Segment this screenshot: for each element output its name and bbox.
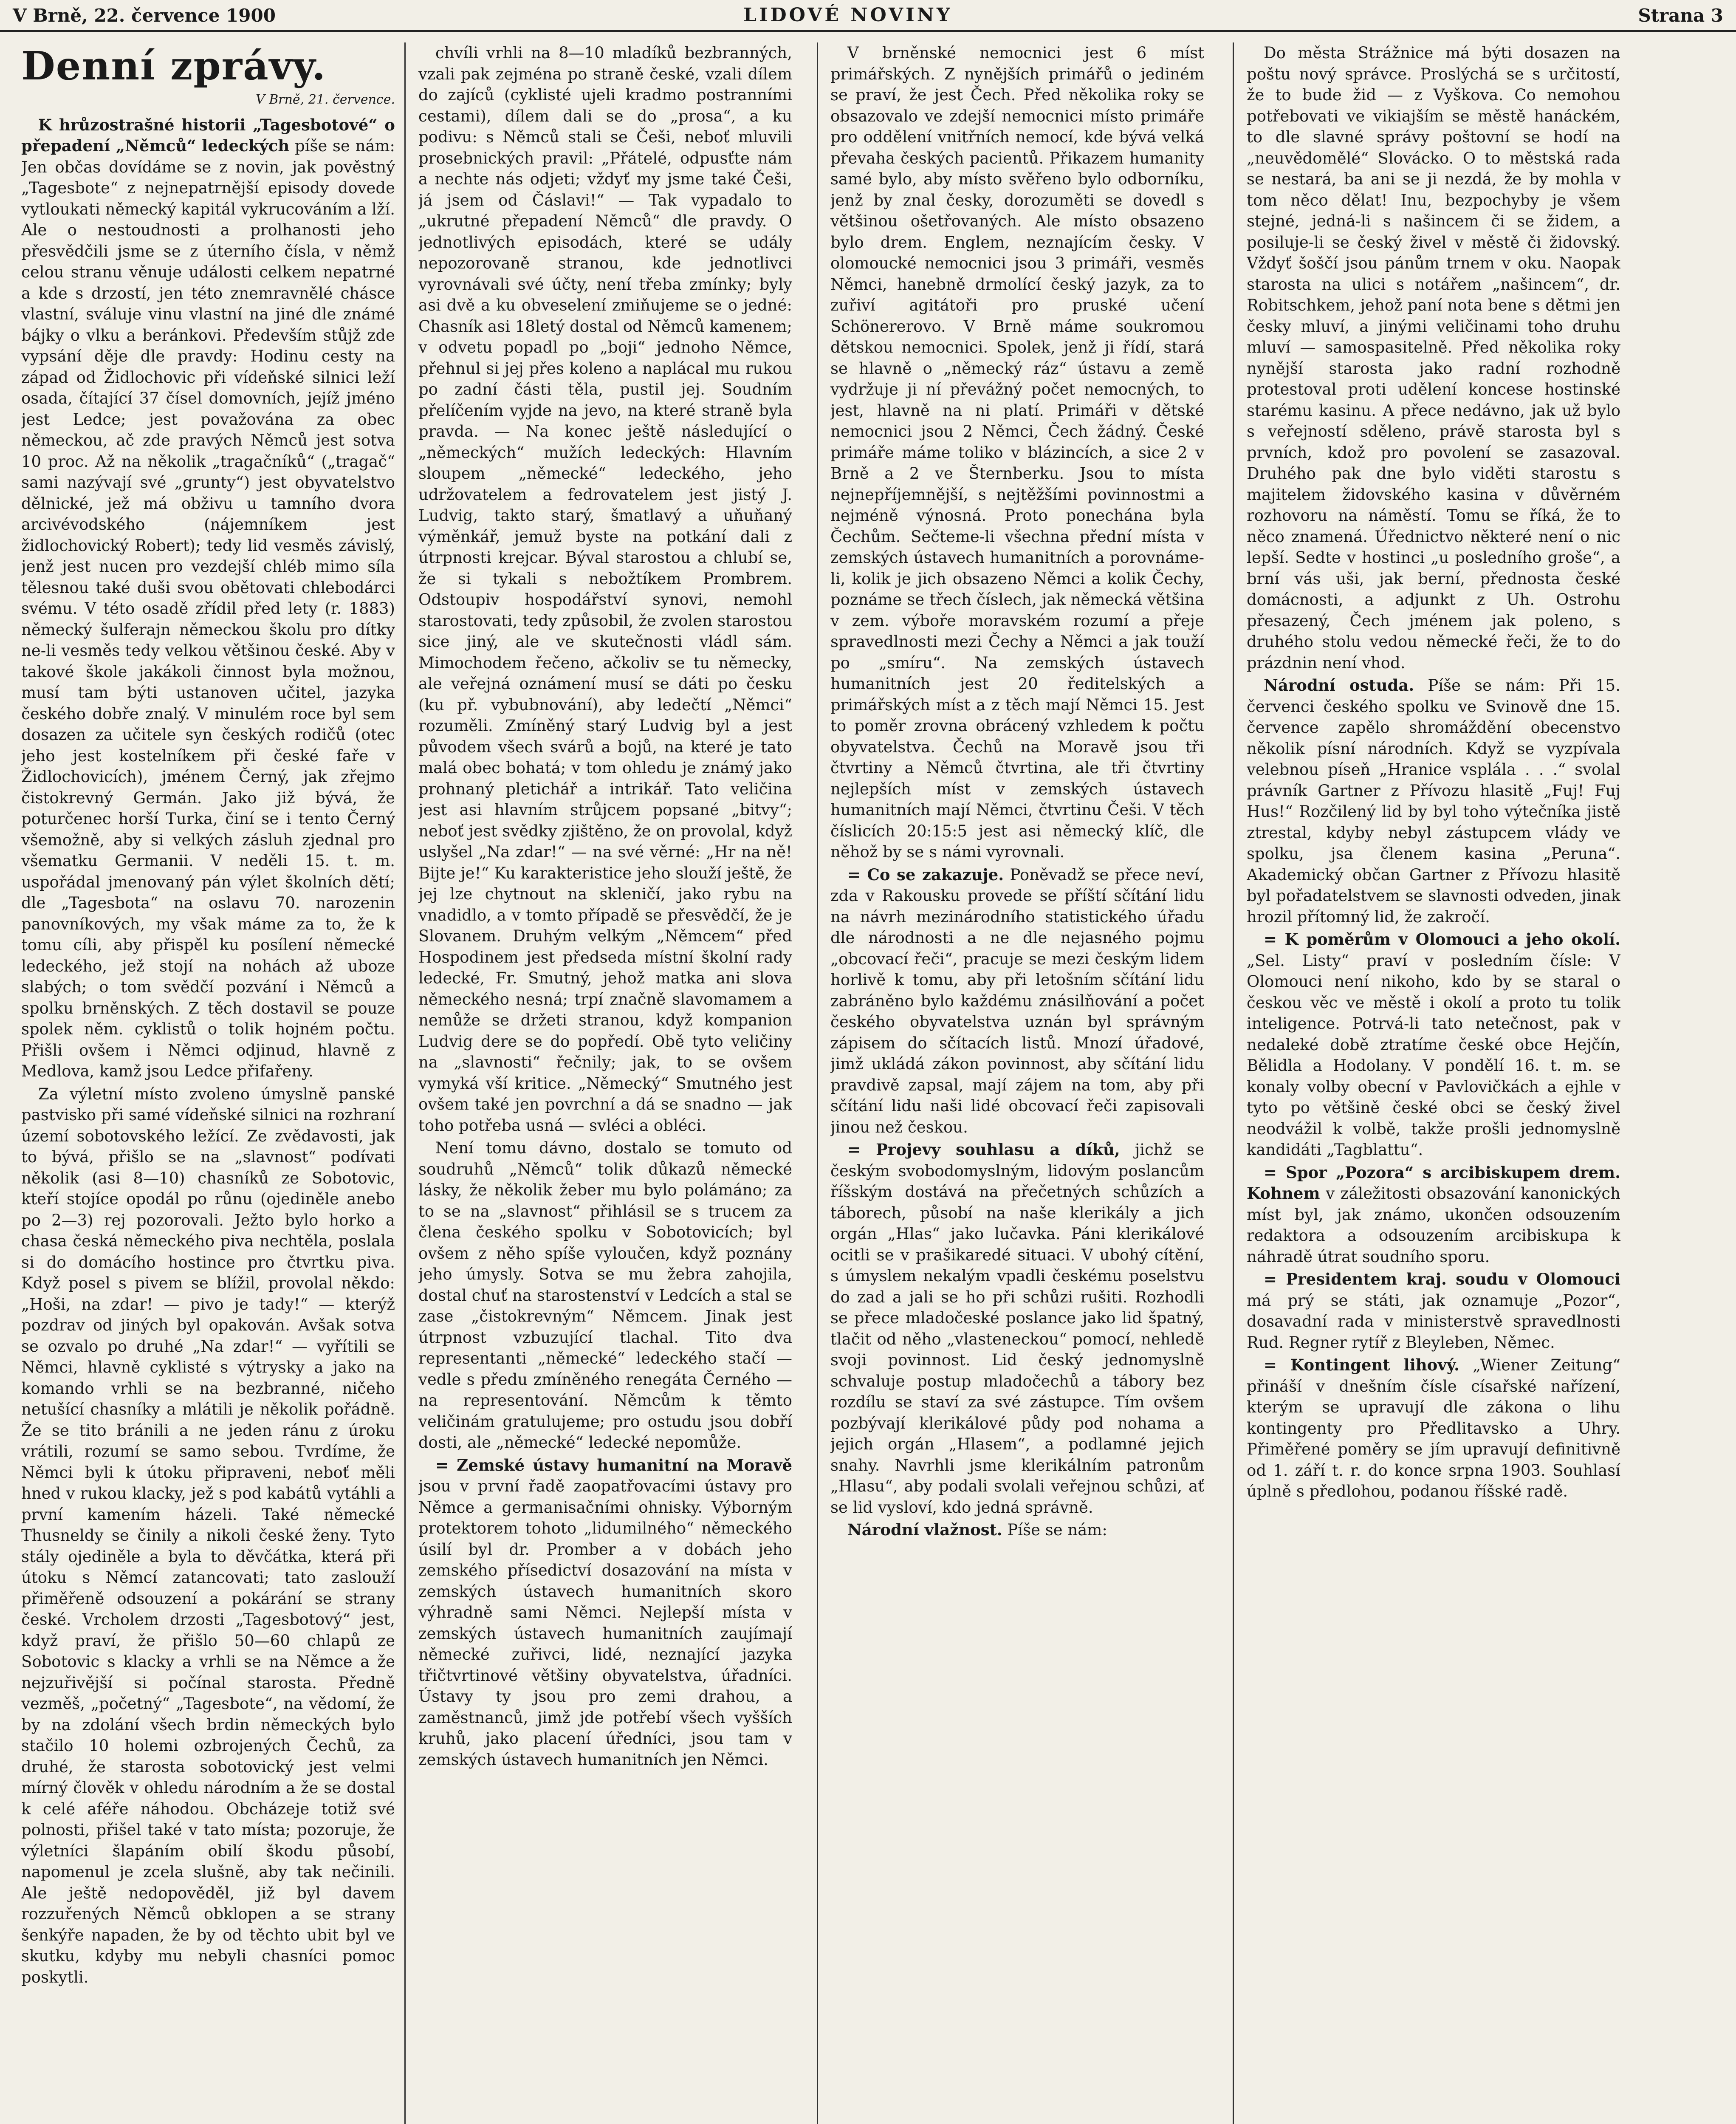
article-paragraph <box>1247 42 1620 673</box>
article-text: Za výletní místo zvoleno úmyslně panské pastvisko při samé vídeňské silnici na rozhraní území sobotovského ležící. Ze zvědavosti, jak to bývá, přišlo se na „slavnost“ podívati několik (asi 8—10) chasníků ze Sobotovic, kteří stojíce opodál po růnu (ojediněle anebo po 2—3) rej pozorovali. Ježto bylo horko a chasa česká německého piva nechtěla, poslala si do domácího hostince pro čtvrtku piva. Když posel s pivem se blížil, provolal někdo: „Hoši, na zdar! — pivo je tady!“ — kterýž pozdrav od jiných byl opakován. Avšak sotva se ozvalo po druhé „Na zdar!“ — vyřítili se Němci, hlavně cyklisté s výtrysky a jako na komando vrhli se na bezbranné, ničeho netušící chasníky a mlátili je několik pořádně. Že se tito bránili a ne jeden ránu z úroku vrátili, rozumí se samo sebou. Tvrdíme, že Němci byli k útoku připraveni, neboť měli hned v rukou klacky, jež s pod kabátů vytáhli a první kamením házeli. Také německé Thusneldy se činily a nikoli české ženy. Tyto stály ojediněle a byla to děvčátka, která při útoku s Němcí zatancovati; tato zaslouží přiměřeně odsouzení a pokárání se strany české. Vrcholem drzosti „Tagesbotový“ jest, když praví, že přišlo 50—60 chlapů ze Sobotovic s klacky a vrhli se na Němce a že nejzuřivější si počínal starosta. Předně vezměš, „početný“ „Tagesbote“, na vědomí, že by na zdolání všech brdin německých bylo stačilo 10 holemi ozbrojených Čechů, za druhé, že starosta sobotovický jest velmi mírný člověk v ohledu národním a že se dostal k celé aféře náhodou. Obcházeje totiž své polnosti, přišel také v tato místa; pozoruje, že výletníci šlapáním obilí škodu působí, napomenul je zcela slušně, aby tak nečinili. Ale ještě nedopověděl, již byl davem rozzuřených Němců obklopen a se strany šenkýře napaden, že by od těchto ubit byl ve skutku, kdyby mu nebyli chasníci pomoc poskytli. <box>21 1085 395 1986</box>
article-text: má prý se státi, jak oznamuje „Pozor“, dosavadní rada v ministerstvě spravedlnosti Rud. Regner rytíř z Bleyleben, Němec. <box>1247 1291 1620 1352</box>
article-paragraph <box>1247 1269 1620 1353</box>
article-headline: = Projevy souhlasu a díků, <box>847 1140 1120 1159</box>
article-paragraph <box>830 42 1204 863</box>
article-text: Do města Strážnice má býti dosazen na poštu nový správce. Proslýchá se s určitostí, že to bude žid — z Vyškova. Co nemohou potřebovati ve vikiajším se městě hanáckém, to dle slavné správy poštovní se hodí na „neuvědomělé“ Slovácko. O to městská rada se nestará, ba ani se ji nezdá, že by mohla v tom něco dělat! Inu, bezpochyby je všem stejné, jedná-li s našincem či se židem, a posiluje-li se český živel v městě či židovský. Vždyť šoščí jsou pánům trnem v oku. Naopak starosta na ulici s notářem „našincem“, dr. Robitschkem, jehož paní nota bene s dětmi jen česky mluví, a jinými veličinami toho druhu mluví — samospasitelně. Před několika roky nynější starosta jako radní rozhodně protestoval proti udělení koncese hostinské starému kasinu. A přece nedávno, jak už bylo s veřejností sděleno, právě starosta byl s prvních, kdož pro povolení se zasazoval. Druhého pak dne bylo viděti starostu s majitelem židovského kasina v důvěrném rozhovoru na náměstí. Tomu se říká, že to něco znamená. Úřednictvo některé není o nic lepší. Sedte v hostinci „u posledního groše“, a brní vás uši, jak berní, přednosta české domácnosti, a adjunkt z Uh. Ostrohu přesazený, Čech jménem jak poleno, s druhého stolu vedou německé řeči, že to do prázdnin není vhod. <box>1247 44 1620 672</box>
page-number: Strana 3 <box>1638 5 1723 26</box>
article-headline: = Zemské ústavy humanitní na Moravě <box>435 1455 792 1474</box>
article-text: Píše se nám: <box>1007 1521 1107 1539</box>
masthead <box>0 0 1736 32</box>
column-rule <box>817 42 818 2124</box>
dateline: V Brně, 21. července. <box>256 92 395 107</box>
article-text: píše se nám: Jen občas dovídáme se z novin, jak pověstný „Tagesbote“ z nejnepatrnější episody dovede vytloukati německý kapitál vykrucováním a lží. Ale o nestoudnosti a prolhanosti jeho přesvědčili jsme se z úterního čísla, v němž celou stranu věnuje události celkem nepatrné a kde s drzostí, jen této znemravnělé chásce vlastní, sváluje vinu vlastní na jiné dle známé bájky o vlku a beránkovi. Především stůjž zde vypsání děje dle pravdy: Hodinu cesty na západ od Židlochovic při vídeňské silnici leží osada, čítající 37 čísel domovních, jejíž jméno jest Ledce; jest považována za obec německou, ač zde pravých Němců jest sotva 10 proc. Až na několik „tragačníků“ („tragač“ sami nazývají své „grunty“) jest obyvatelstvo dělnické, jež má obživu u tamního dvora arcivévodského (nájemníkem jest židlochovický Robert); tedy lid vesměs závislý, jenž jest nucen pro vezdejší chléb mimo síla tělesnou také duši svou obětovati chlebodárci svému. V této osadě zřídil před lety (r. 1883) německý šulferajn německou školu pro dítky ne-li vesměs tedy velkou většinou české. Aby v takové škole jakákoli činnost byla možnou, musí tam býti ustanoven učitel, jazyka českého dobře znalý. V minulém roce byl sem dosazen za učitele syn českých rodičů (otec jeho jest kostelníkem při české faře v Židlochovicích), jménem Černý, jak zřejmo čistokrevný Germán. Jako již bývá, že poturčenec horší Turka, činí se i tento Černý všemožně, aby si velkých zásluh zjednal pro všematku Germanii. V neděli 15. t. m. uspořádal jmenovaný pán výlet školních dětí; dle „Tagesbota“ na oslavu 70. narozenin panovníkových, my však máme za to, že k tomu cíli, aby přispěl ku posílení německé ledeckého, jež stojí na nohách až uboze slabých; o tom svědčí pozvání i Němců a spolku brněnských. Z těch dostavil se pouze spolek něm. cyklistů o tolik hojném počtu. Přišli ovšem i Němci odjinud, hlavně z Medlova, kamž jsou Ledce přifařeny. <box>21 137 395 1080</box>
article-paragraph <box>418 1138 792 1453</box>
article-text: chvíli vrhli na 8—10 mladíků bezbranných, vzali pak zejména po straně české, vzali dílem do zajíců (cyklisté ujeli kradmo postranními cestami), dílem dali se do „prosa“, a ku podivu: s Němců stali se Češi, neboť mluvili prosebnických pravil: „Přátelé, odpusťte nám a nechte nás odjeti; vždyť my jsme také Češi, já jsem od Čáslavi!“ — Tak vypadalo to „ukrutné přepadení Němců“ dle pravdy. O jednotlivých episodách, které se udály nepozorovaně stranou, kde jednotlivci vyrovnávali své účty, není třeba zmínky; byly asi dvě a ku obveselení zmiňujeme se o jedné: Chasník asi 18letý dostal od Němců kamenem; v odvetu popadl po „boji“ jednoho Němce, přehnul si jej přes koleno a naplácal mu rukou po zadní části těla, pustil jej. Soudním přelíčením vyjde na jevo, na které straně byla pravda. — Na konec ještě následující o „německých“ mužích ledeckých: Hlavním sloupem „německé“ ledeckého, jeho udržovatelem a fedrovatelem jest jistý J. Ludvig, takto starý, šmatlavý a uňuňaný výměnkář, jemuž byste na potkání dali z útrpnosti krejcar. Býval starostou a chlubí se, že si tykali s nebožtíkem Prombrem. Odstoupiv hospodářství synovi, nemohl starostovati, tedy způsobil, že zvolen starostou sice jiný, ale ve skutečnosti vládl sám. Mimochodem řečeno, ačkoliv se tu německy, ale veřejná oznámení musí se dáti po česku (ku př. vybubnování), aby ledečtí „Němci“ rozuměli. Zmíněný starý Ludvig byl a jest původem všech svárů a bojů, na které je tato malá obec bohatá; v tom ohledu je známý jako prohnaný pletichář a intrikář. Tato veličina jest asi hlavním strůjcem popsané „bitvy“; neboť jest svědky zjištěno, že on provolal, když uslyšel „Na zdar!“ — na své věrné: „Hr na ně! Bijte je!“ Ku karakteristice jeho slouží ještě, že jej lze chytnout na skleničí, jako rybu na vnadidlo, a v tomto případě se přesvědčí, že je Slovanem. Druhým velkým „Němcem“ před Hospodinem jest předseda místní školní rady ledecké, Fr. Smutný, jehož matka ani slova německého nesná; trpí značně slavomamem a nemůže se držeti stranou, když kompanion Ludvig dere se do popředí. Obě tyto veličiny na „slavnosti“ řečnily; jak, to se ovšem vymyká vší kritice. „Německý“ Smutného jest ovšem také jen povrchní a dá se snadno — jak toho potřeba usná — svléci a obléci. <box>418 44 792 1135</box>
column-rule <box>404 42 406 2124</box>
article-text: jichž se českým svobodomyslným, lidovým poslancům říšským dostává na přečetných schůzích a táborech, působí na naše klerikály a jich orgán „Hlas“ jako lučavka. Páni klerikálové ocitli se v prašikaredé situaci. V ubohý cítění, s úmyslem nekalým vpadli českému poselstvu do zad a jali se ho při schůzi rušiti. Rozhodli se přece mladočeské poslance jako lid špatný, tlačit od něho „vlasteneckou“ pomocí, nehledě svoji povinnost. Lid český jednomyslně schvaluje postup mladočechů a tábory bez rozdílu se staví za své zástupce. Tím ovšem pozbývají klerikálové půdy pod nohama a jejich orgán „Hlasem“, a podlamné jejich snahy. Navrhli jsme klerikálním patronům „Hlasu“, aby podali svolali veřejnou schůzi, ať se lid vysloví, kdo jedná správně. <box>830 1141 1204 1517</box>
column-rule <box>1233 42 1234 2124</box>
article-paragraph <box>21 1084 395 1988</box>
column-4 <box>1247 42 1620 2124</box>
article-headline: = K poměrům v Olomouci a jeho okolí. <box>1264 930 1620 949</box>
article-text: jsou v první řadě zaopatřovacími ústavy pro Němce a germanisačními ohnisky. Výborným protektorem tohoto „lidumilného“ německého úsilí byl dr. Promber a v dobách jeho zemského přísedictví dosazování na místa v zemských ústavech humanitních skoro výhradně sami Němci. Nejlepší místa v zemských ústavech humanitních zaujímají německé zuřivci, lidé, neznající jazyka třičtvrtinové většiny obyvatelstva, úřadníci. Ústavy ty jsou pro zemi drahou, a zaměstnanců, jimž jde potřebí všech vyšších kruhů, jako placení úředníci, jsou tam v zemských ústavech humanitních jen Němci. <box>418 1477 792 1769</box>
article-text: „Sel. Listy“ praví v posledním čísle: V Olomouci není nikoho, kdo by se staral o českou věc ve městě i okolí a proto tu tolik inteligence. Potrvá-li tato netečnost, pak v nedaleké době ztratíme české obce Hejčín, Bělidla a Hodolany. V pondělí 16. t. m. se konaly volby obecní v Pavlovičkách a ejhle v tyto po většině české obci se český živel neodvážil k volbě, takže prošli jednomyslně kandidáti „Tagblattu“. <box>1247 951 1620 1159</box>
article-paragraph <box>1247 1355 1620 1502</box>
article-paragraph <box>830 1520 1204 1541</box>
column-1 <box>21 42 395 2124</box>
article-text: „Wiener Zeitung“ přináší v dnešním čísle císařské nařízení, kterým se upravují dle zákona o lihu kontingenty pro Předlitavsko a Uhry. Přiměřené poměry se jím upravují definitivně od 1. září t. r. do konce srpna 1903. Souhlasí úplně s předlohou, podanou říšské radě. <box>1247 1356 1620 1500</box>
article-headline: Národní ostuda. <box>1264 676 1414 695</box>
article-text: v záležitosti obsazování kanonických míst byl, jak známo, ukončen odsouzením redaktora a odsouzením arcibiskupa k náhradě útrat soudního sporu. <box>1247 1184 1620 1266</box>
article-text: V brněnské nemocnici jest 6 míst primářských. Z nynějších primářů o jediném se praví, že jest Čech. Před několika roky se obsazovalo ve zdejší nemocnici místo primáře pro oddělení vnitřních nemocí, kde bývá velká převaha českých pacientů. Přikazem humanity samé bylo, aby místo svěřeno bylo odborníku, jenž by znal česky, dorozuměti se dovedl s většinou ošetřovaných. Ale místo obsazeno bylo drem. Englem, neznajícím česky. V olomoucké nemocnici jsou 3 primáři, vesměs Němci, hanebně drmolící český jazyk, za to zuřiví agitátoři pro pruské učení Schönererovo. V Brně máme soukromou dětskou nemocnici. Spolek, jenž ji řídí, stará se hlavně o „německý ráz“ ústavu a země vydržuje ji ní převážný počet nemocných, to jest, hlavně na ni platí. Primáři v dětské nemocnici jsou 2 Němci, Čech žádný. České primáře máme toliko v blázincích, a sice 2 v Brně a 2 ve Šternberku. Jsou to místa nejnepříjemnější, s nejtěžšími povinnostmi a nejméně výnosná. Proto ponechána byla Čechům. Sečteme-li všechna přední místa v zemských ústavech humanitních a porovnáme-li, kolik je jich obsazeno Němci a kolik Čechy, poznáme se třech číslech, jak německá většina v zem. výboře moravském rozumí a přeje spravedlnosti mezi Čechy a Němci a jak touží po „smíru“. Na zemských ústavech humanitních jest 20 ředitelských a primářských míst a z těch mají Němci 15. Jest to poměr zrovna obrácený vzhledem k počtu obyvatelstva. Čechů na Moravě jsou tři čtvrtiny a Němců čtvrtina, ale tři čtvrtiny nejlepších míst v zemských ústavech humanitních mají Němci, čtvrtinu Češi. V těch číslicích 20:15:5 jest asi německý klíč, dle něhož by se s námi vyrovnali. <box>830 44 1204 861</box>
article-headline: K hrůzostrašné historii „Tagesbotové“ o přepadení „Němců“ ledeckých <box>21 115 395 155</box>
article-paragraph <box>1247 1162 1620 1268</box>
column-3 <box>830 42 1204 2124</box>
column-2 <box>418 42 792 2124</box>
article-paragraph <box>418 42 792 1136</box>
article-paragraph <box>830 864 1204 1138</box>
article-text: Poněvadž se přece neví, zda v Rakousku provede se příští sčítání lidu na návrh mezinárodního statistického úřadu dle národnosti a ne dle nejasného pojmu „obcovací řeči“, pracuje se mezi českým lidem horlivě k tomu, aby při letošním sčítání lidu zabráněno bylo každému znásilňování a počet českého obyvatelstva uznán byl správným zápisem do sčítacích listů. Mnozí úřadové, jimž ukládá zákon povinnost, aby sčítání lidu pravdivě zapsal, mají zájem na tom, aby při sčítání lidu naši lidé obcovací řeči zapisovali jinou než českou. <box>830 865 1204 1136</box>
article-text: Není tomu dávno, dostalo se tomuto od soudruhů „Němců“ tolik důkazů německé lásky, že několik žeber mu bylo polámáno; za to se na „slavnost“ přihlásil se s trucem za člena českého spolku v Sobotovicích; byl ovšem z něho spíše vyloučen, když poznány jeho úmysly. Sotva se mu žebra zahojila, dostal chuť na starostenství v Ledcích a stal se zase „čistokrevným“ Němcem. Jinak jest útrpnost vzbuzující tlachal. Tito dva representanti „německé“ ledeckého stačí — vedle s předu zmíněného renegáta Černého — na representování. Němcům k těmto veličinám gratulujeme; pro ostudu jsou dobří dosti, ale „německé“ ledecké nepomůže. <box>418 1139 792 1452</box>
article-headline: Národní vlažnost. <box>847 1520 1002 1539</box>
article-paragraph <box>1247 929 1620 1161</box>
article-headline: = Presidentem kraj. soudu v Olomouci <box>1264 1270 1620 1288</box>
article-headline: = Kontingent lihový. <box>1264 1356 1459 1374</box>
article-paragraph <box>1247 675 1620 927</box>
article-text: Píše se nám: Při 15. červenci českého spolku ve Svinově dne 15. července zapělo shromáždění obecenstvo několik písní národních. Když se vyzpívala velebnou píseň „Hranice vsplála . . .“ svolal právník Gartner z Přívozu hlasitě „Fuj! Fuj Hus!“ Rozčilený lid by byl toho výtečníka jistě ztrestal, kdyby nebyl zástupcem vlády ve spolku, jsa členem kasina „Peruna“. Akademický občan Gartner z Přívozu hlasitě byl pořadatelstvem se slavnosti odveden, jinak hrozil přítomný lid, že zakročí. <box>1247 676 1620 926</box>
newspaper-title: LIDOVÉ NOVINY <box>743 4 953 26</box>
article-headline: = Spor „Pozora“ s arcibiskupem drem. Kohnem <box>1247 1163 1620 1203</box>
article-paragraph <box>418 1455 792 1771</box>
section-title: Denní zprávy. <box>21 43 327 89</box>
article-paragraph <box>21 115 395 1082</box>
issue-date: V Brně, 22. července 1900 <box>13 5 276 26</box>
article-paragraph <box>830 1139 1204 1518</box>
article-headline: = Co se zakazuje. <box>847 865 1004 884</box>
